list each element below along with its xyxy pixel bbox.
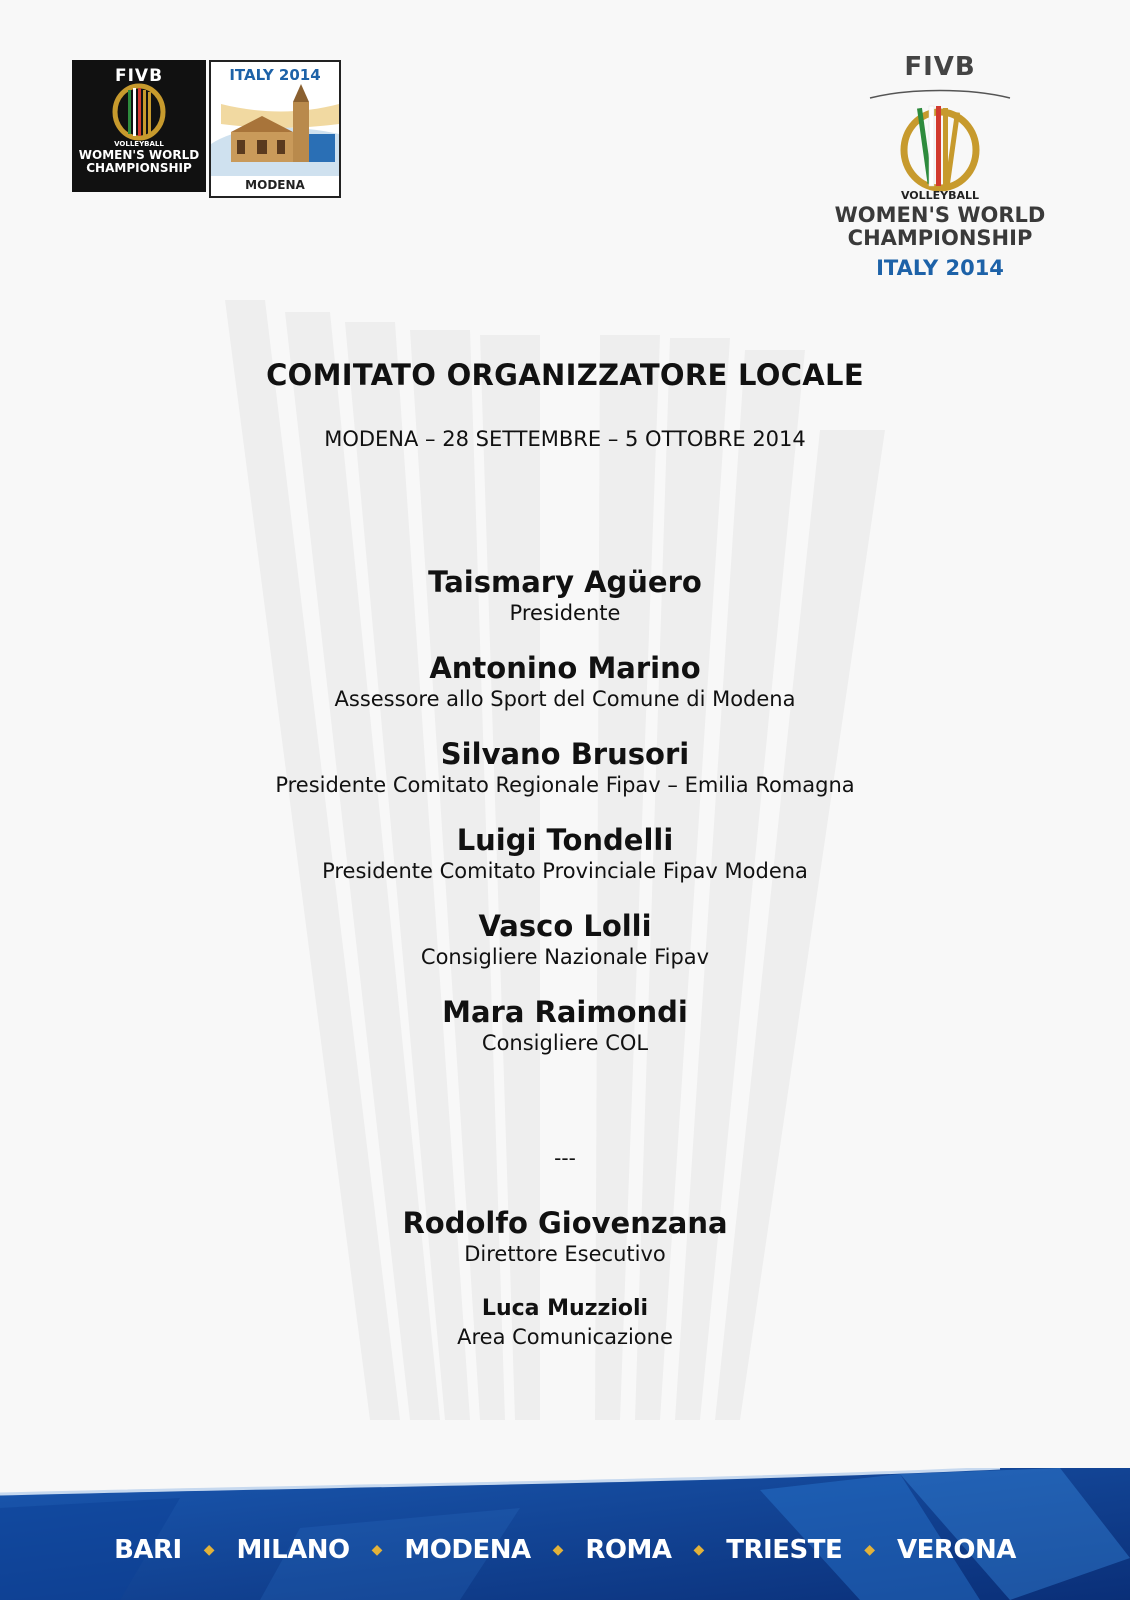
member-role: Presidente Comitato Provinciale Fipav Modena (322, 859, 808, 883)
member-role: Consigliere Nazionale Fipav (420, 945, 710, 969)
member-entry (0, 823, 1130, 885)
city-modena: MODENA (404, 1535, 531, 1565)
member-name: Mara Raimondi (442, 995, 688, 1029)
page-subtitle: MODENA – 28 SETTEMBRE – 5 OTTOBRE 2014 (324, 427, 806, 451)
championship-logo-small (72, 60, 206, 192)
member-name: Silvano Brusori (440, 737, 690, 771)
member-entry (0, 737, 1130, 799)
member-entry (0, 565, 1130, 627)
executive-name: Rodolfo Giovenzana (402, 1206, 728, 1240)
separator-dot-icon: ◆ (203, 1542, 215, 1558)
volleyball-label: VOLLEYBALL (114, 140, 164, 148)
fivb-wordmark: FIVB (904, 52, 976, 82)
page-title: COMITATO ORGANIZZATORE LOCALE (266, 358, 864, 392)
separator-dot-icon: ◆ (864, 1542, 875, 1558)
communication-entry (0, 1295, 1130, 1351)
modena-label: MODENA (245, 178, 305, 192)
member-name: Taismary Agüero (428, 565, 702, 599)
city-roma: ROMA (585, 1535, 672, 1565)
separator-dot-icon: ◆ (552, 1542, 564, 1558)
communication-name: Luca Muzzioli (481, 1296, 649, 1321)
city-milano: MILANO (236, 1535, 350, 1565)
member-role: Consigliere COL (481, 1031, 649, 1055)
member-entry (0, 651, 1130, 713)
member-name: Luigi Tondelli (456, 823, 674, 857)
member-name: Antonino Marino (429, 651, 701, 685)
championship-label (830, 204, 1050, 250)
volleyball-label: VOLLEYBALL (900, 189, 980, 202)
city-verona: VERONA (897, 1535, 1016, 1565)
modena-cathedral-icon (211, 84, 339, 176)
member-entry (0, 995, 1130, 1057)
championship-logo-large (830, 52, 1050, 287)
championship-label-line1: WOMEN'S WORLD (834, 203, 1046, 227)
city-trieste: TRIESTE (726, 1535, 843, 1565)
fivb-wordmark: FIVB (114, 66, 164, 86)
communication-role: Area Comunicazione (457, 1325, 673, 1349)
member-role: Assessore allo Sport del Comune di Modena (334, 687, 796, 711)
member-role: Presidente (509, 601, 621, 625)
city-bari: BARI (114, 1535, 182, 1565)
trophy-ring-icon (830, 84, 1050, 194)
member-entry (0, 909, 1130, 971)
section-separator: --- (554, 1146, 576, 1170)
executive-director-entry (0, 1206, 1130, 1268)
executive-role: Direttore Esecutivo (464, 1242, 666, 1266)
modena-logo (209, 60, 341, 198)
italy-2014-label: ITALY 2014 (876, 256, 1004, 280)
committee-members (0, 565, 1130, 1081)
separator-dot-icon: ◆ (693, 1542, 705, 1558)
championship-label-line2: CHAMPIONSHIP (847, 226, 1033, 250)
separator-dot-icon: ◆ (371, 1542, 383, 1558)
member-role: Presidente Comitato Regionale Fipav – Emilia Romagna (275, 773, 855, 797)
italy-2014-label: ITALY 2014 (229, 66, 321, 84)
footer-cities (0, 1530, 1130, 1570)
championship-label: WOMEN'S WORLD CHAMPIONSHIP (78, 148, 200, 175)
member-name: Vasco Lolli (478, 909, 652, 943)
